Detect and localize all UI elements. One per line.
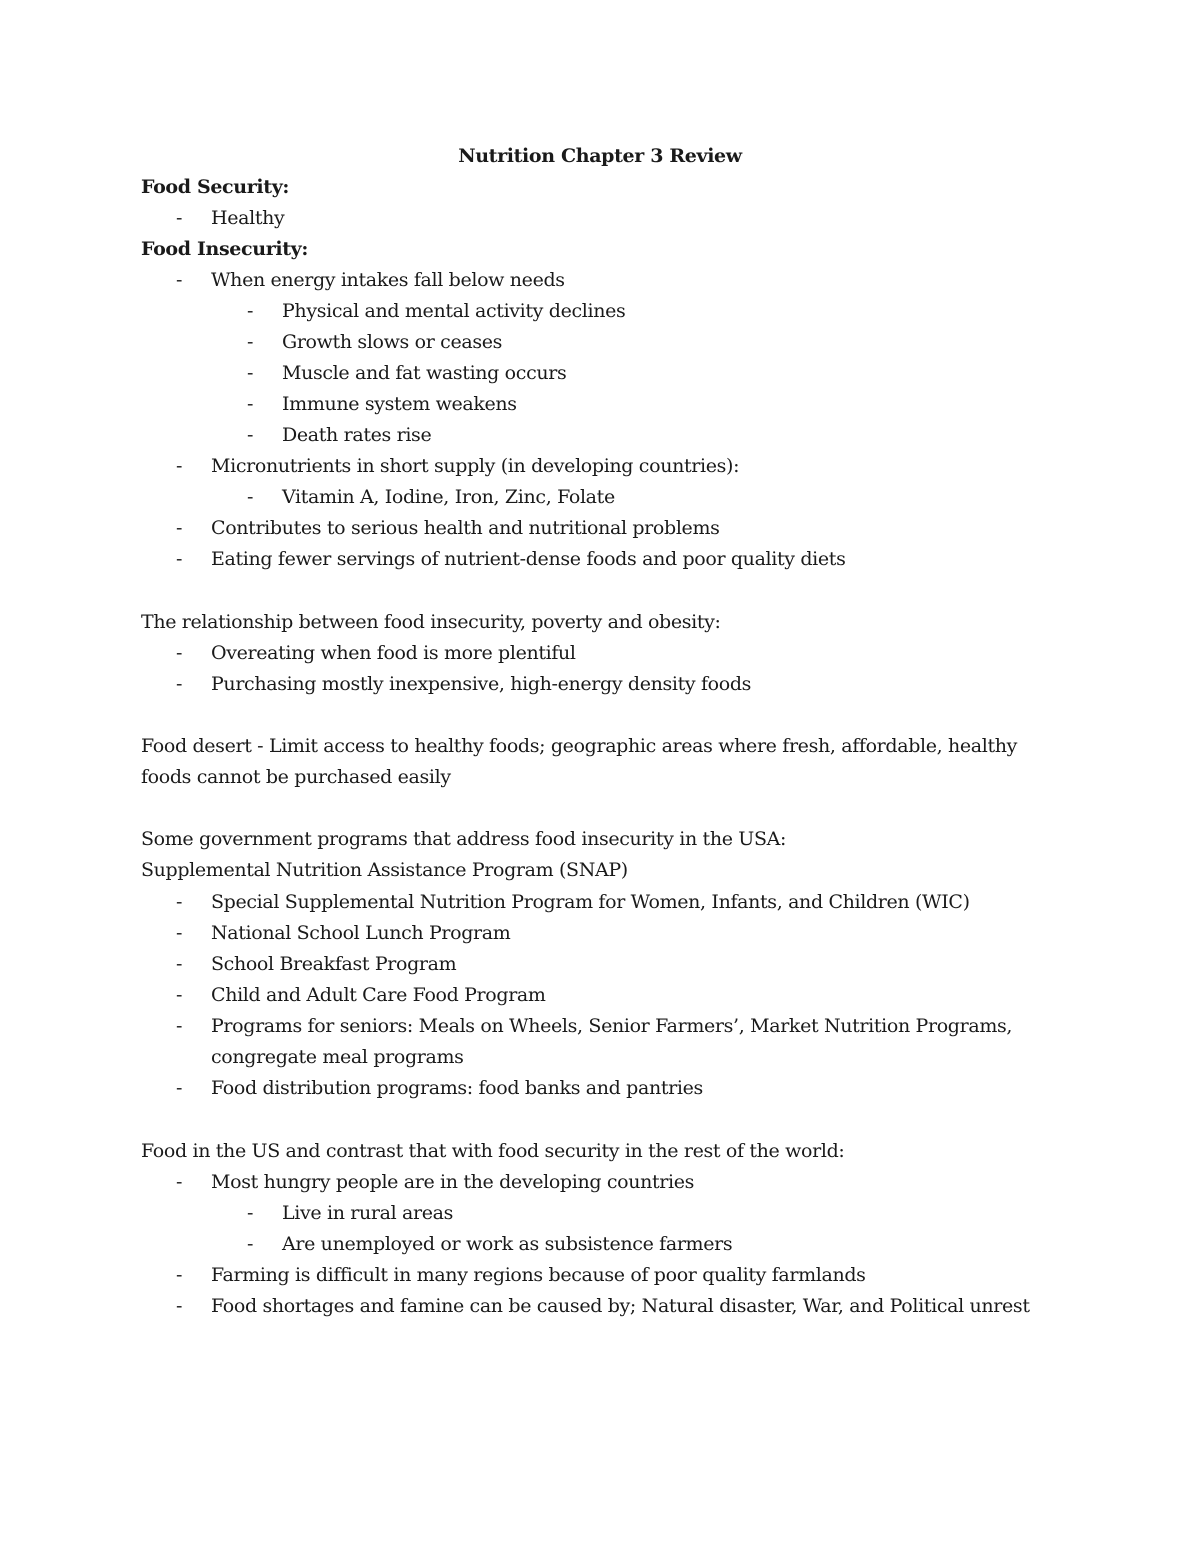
list-item: [0, 918, 1200, 949]
list-item: [0, 669, 1200, 700]
bullet-dash: -: [176, 548, 183, 570]
sub-list-item-text: Live in rural areas: [282, 1202, 453, 1224]
list-item-text: Eating fewer servings of nutrient-dense foods and poor quality diets: [211, 548, 846, 570]
bullet-dash: -: [247, 362, 254, 384]
bullet-dash: -: [176, 455, 183, 477]
list-item-text: When energy intakes fall below needs: [211, 269, 565, 291]
list-item: [0, 1073, 1200, 1104]
bullet-dash: -: [176, 1264, 183, 1286]
list-item: [0, 887, 1200, 918]
list-item: [0, 1291, 1200, 1322]
bullet-dash: -: [247, 1233, 254, 1255]
sub-list-item: [0, 389, 1200, 420]
bullet-dash: -: [176, 984, 183, 1006]
list-item: [0, 513, 1200, 544]
list-item: [0, 203, 1200, 234]
sub-list-item: [0, 482, 1200, 513]
list-item-text: Special Supplemental Nutrition Program for Women, Infants, and Children (WIC): [211, 891, 970, 913]
bullet-dash: -: [176, 1171, 183, 1193]
list-item-continuation: [0, 1042, 1200, 1073]
list-item: [0, 980, 1200, 1011]
programs-snap: Supplemental Nutrition Assistance Program (SNAP): [141, 859, 628, 881]
sub-list-item: [0, 358, 1200, 389]
list-item-text: School Breakfast Program: [211, 953, 457, 975]
list-item: [0, 451, 1200, 482]
sub-list-item: [0, 327, 1200, 358]
food-security-heading: Food Security:: [141, 176, 290, 198]
list-item-text: Child and Adult Care Food Program: [211, 984, 546, 1006]
sub-list-item-text: Are unemployed or work as subsistence farmers: [282, 1233, 733, 1255]
list-item-text: Food distribution programs: food banks and pantries: [211, 1077, 703, 1099]
bullet-dash: -: [247, 424, 254, 446]
bullet-dash: -: [176, 642, 183, 664]
sub-list-item-text: Immune system weakens: [282, 393, 517, 415]
list-item-text: Contributes to serious health and nutritional problems: [211, 517, 720, 539]
sub-list-item: [0, 420, 1200, 451]
bullet-dash: -: [176, 207, 183, 229]
bullet-dash: -: [247, 486, 254, 508]
sub-list-item-text: Vitamin A, Iodine, Iron, Zinc, Folate: [282, 486, 615, 508]
document-title: Nutrition Chapter 3 Review: [458, 145, 742, 167]
list-item-text: National School Lunch Program: [211, 922, 511, 944]
bullet-dash: -: [176, 1295, 183, 1317]
sub-list-item: [0, 1229, 1200, 1260]
list-item-text: Overeating when food is more plentiful: [211, 642, 576, 664]
list-item: [0, 1011, 1200, 1042]
relationship-intro: The relationship between food insecurity, poverty and obesity:: [141, 611, 721, 633]
list-item-text: Food shortages and famine can be caused by; Natural disaster, War, and Political unrest: [211, 1295, 1030, 1317]
bullet-dash: -: [176, 922, 183, 944]
list-item-text: Most hungry people are in the developing countries: [211, 1171, 695, 1193]
list-item-text: Healthy: [211, 207, 285, 229]
list-item: [0, 265, 1200, 296]
list-item-text: Programs for seniors: Meals on Wheels, Senior Farmers’, Market Nutrition Programs,: [211, 1015, 1013, 1037]
sub-list-item-text: Physical and mental activity declines: [282, 300, 626, 322]
sub-list-item: [0, 296, 1200, 327]
list-item: [0, 949, 1200, 980]
programs-intro: Some government programs that address food insecurity in the USA:: [141, 828, 787, 850]
sub-list-item-text: Growth slows or ceases: [282, 331, 503, 353]
list-item-text: Purchasing mostly inexpensive, high-energy density foods: [211, 673, 752, 695]
list-item-text: congregate meal programs: [211, 1046, 464, 1068]
bullet-dash: -: [176, 269, 183, 291]
food-desert-line-1: Food desert - Limit access to healthy foods; geographic areas where fresh, affordable, healthy: [141, 735, 1018, 757]
bullet-dash: -: [247, 331, 254, 353]
bullet-dash: -: [176, 673, 183, 695]
bullet-dash: -: [176, 1015, 183, 1037]
list-item-text: Micronutrients in short supply (in developing countries):: [211, 455, 740, 477]
bullet-dash: -: [247, 1202, 254, 1224]
list-item-text: Farming is difficult in many regions because of poor quality farmlands: [211, 1264, 866, 1286]
bullet-dash: -: [176, 891, 183, 913]
bullet-dash: -: [176, 953, 183, 975]
bullet-dash: -: [247, 393, 254, 415]
bullet-dash: -: [176, 1077, 183, 1099]
bullet-dash: -: [247, 300, 254, 322]
sub-list-item-text: Muscle and fat wasting occurs: [282, 362, 567, 384]
bullet-dash: -: [176, 517, 183, 539]
food-desert-line-2: foods cannot be purchased easily: [141, 766, 451, 788]
list-item: [0, 1167, 1200, 1198]
list-item: [0, 1260, 1200, 1291]
food-insecurity-heading: Food Insecurity:: [141, 238, 309, 260]
list-item: [0, 544, 1200, 575]
sub-list-item: [0, 1198, 1200, 1229]
list-item: [0, 638, 1200, 669]
sub-list-item-text: Death rates rise: [282, 424, 432, 446]
world-intro: Food in the US and contrast that with food security in the rest of the world:: [141, 1140, 845, 1162]
